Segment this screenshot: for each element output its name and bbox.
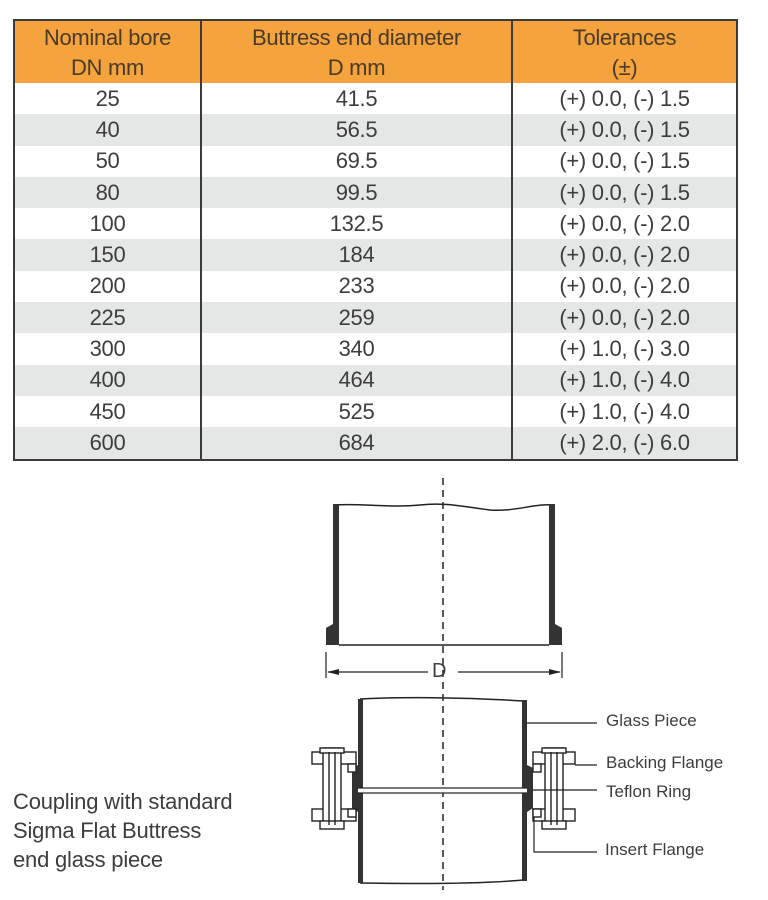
header-line: (±) xyxy=(611,54,638,80)
cell-tol: (+) 0.0, (-) 2.0 xyxy=(512,239,736,270)
cell-tol: (+) 0.0, (-) 1.5 xyxy=(512,177,736,208)
left-flange-bolt xyxy=(312,748,356,829)
right-flange-bolt xyxy=(533,748,575,829)
label-glass-piece: Glass Piece xyxy=(606,711,697,730)
dimension-label-d: D xyxy=(432,660,447,682)
buttress-end-glass-piece xyxy=(326,504,562,645)
caption-line: Sigma Flat Buttress xyxy=(13,818,202,843)
cell-d: 525 xyxy=(201,396,512,427)
cell-dn: 200 xyxy=(15,271,201,302)
cell-tol: (+) 0.0, (-) 1.5 xyxy=(559,85,690,111)
cell-tol: (+) 1.0, (-) 4.0 xyxy=(512,365,736,396)
cell-dn: 300 xyxy=(15,333,201,364)
cell-dn: 50 xyxy=(15,146,201,177)
header-line: Buttress end diameter xyxy=(252,24,461,50)
cell-tol: (+) 2.0, (-) 6.0 xyxy=(512,427,736,458)
label-backing-flange: Backing Flange xyxy=(606,753,724,772)
cell-dn: 80 xyxy=(15,177,201,208)
cell-dn: 400 xyxy=(15,365,201,396)
cell-d: 184 xyxy=(201,239,512,270)
cell-d: 340 xyxy=(201,333,512,364)
cell-tol: (+) 0.0, (-) 2.0 xyxy=(559,210,690,236)
cell-d: 41.5 xyxy=(201,83,512,114)
cell-d: 684 xyxy=(201,427,512,458)
diagram-caption xyxy=(13,787,232,874)
cell-d: 464 xyxy=(201,365,512,396)
cell-tol: (+) 1.0, (-) 3.0 xyxy=(559,336,690,362)
header-line: DN mm xyxy=(70,54,145,80)
cell-d: 56.5 xyxy=(201,114,512,145)
label-insert-flange: Insert Flange xyxy=(605,840,705,859)
cell-dn: 150 xyxy=(15,239,201,270)
label-teflon-ring: Teflon Ring xyxy=(606,782,692,801)
cell-tol: (+) 0.0, (-) 2.0 xyxy=(559,273,690,299)
cell-dn: 450 xyxy=(15,396,201,427)
cell-dn: 600 xyxy=(15,427,201,458)
cell-tol: (+) 0.0, (-) 2.0 xyxy=(512,302,736,333)
cell-tol: (+) 1.0, (-) 4.0 xyxy=(559,398,690,424)
cell-d: 99.5 xyxy=(201,177,512,208)
caption-line: Coupling with standard xyxy=(13,789,233,814)
caption-line: end glass piece xyxy=(13,847,163,872)
cell-dn: 100 xyxy=(15,208,201,239)
cell-d: 259 xyxy=(201,302,512,333)
cell-d: 69.5 xyxy=(201,146,512,177)
cell-dn: 25 xyxy=(15,83,201,114)
header-line: D mm xyxy=(327,54,386,80)
cell-tol: (+) 0.0, (-) 1.5 xyxy=(559,148,690,174)
header-line: Nominal bore xyxy=(43,24,172,50)
cell-dn: 225 xyxy=(15,302,201,333)
header-line: Tolerances xyxy=(572,24,677,50)
cell-tol: (+) 0.0, (-) 1.5 xyxy=(512,114,736,145)
coupling-assembly xyxy=(312,698,597,884)
cell-dn: 40 xyxy=(15,114,201,145)
cell-d: 132.5 xyxy=(201,208,512,239)
cell-d: 233 xyxy=(201,271,512,302)
